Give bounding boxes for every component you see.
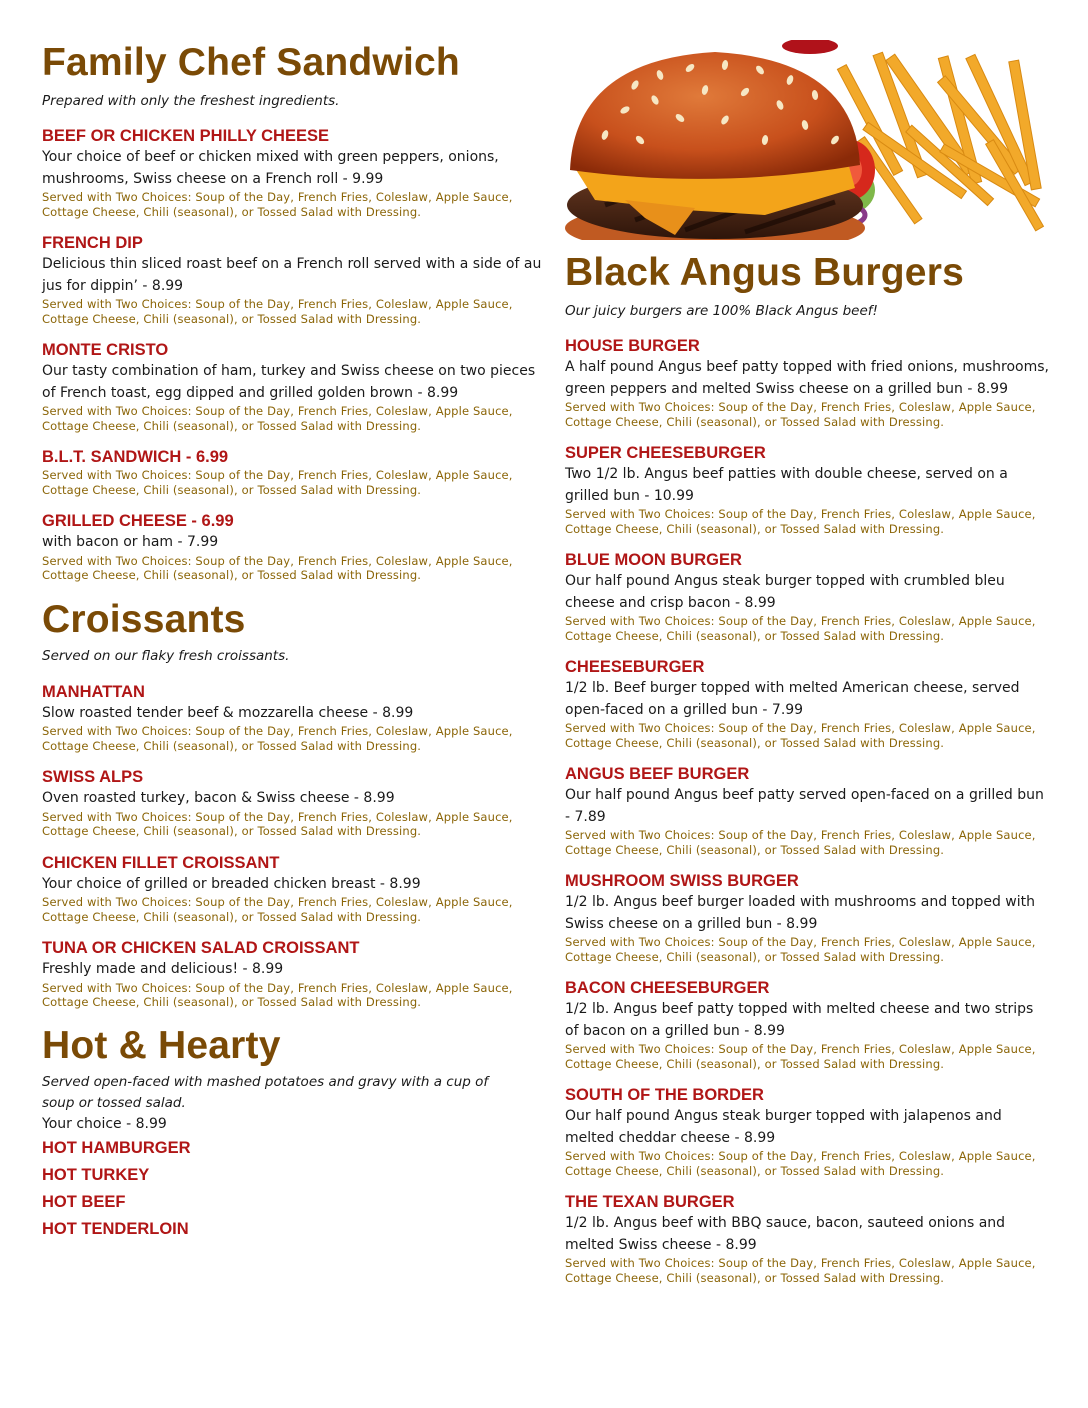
menu-item-sides: Served with Two Choices: Soup of the Day, French Fries, Coleslaw, Apple Sauce, Cottage Cheese, Chili (seasonal), or Tossed Salad with Dressing. — [565, 507, 1036, 536]
menu-item-sides: Served with Two Choices: Soup of the Day, French Fries, Coleslaw, Apple Sauce, Cottage Cheese, Chili (seasonal), or Tossed Salad with Dressing. — [565, 614, 1036, 643]
left-column — [42, 0, 542, 1243]
menu-item-description: Our half pound Angus steak burger topped with jalapenos and melted cheddar cheese - 8.99 — [565, 1108, 1002, 1146]
menu-item-description: Oven roasted turkey, bacon & Swiss cheese - 8.99 — [42, 790, 395, 806]
menu-item-name: SOUTH OF THE BORDER — [565, 1086, 764, 1104]
menu-item-description: Freshly made and delicious! - 8.99 — [42, 961, 284, 977]
menu-item-name: MANHATTAN — [42, 682, 145, 701]
menu-item-description: 1/2 lb. Beef burger topped with melted American cheese, served open-faced on a grilled bun - 7.99 — [565, 680, 1020, 718]
menu-item — [565, 977, 1050, 1071]
menu-item — [565, 335, 1050, 429]
family-chef-item-list — [42, 125, 542, 583]
menu-item-sides: Served with Two Choices: Soup of the Day, French Fries, Coleslaw, Apple Sauce, Cottage Cheese, Chili (seasonal), or Tossed Salad with Dressing. — [42, 468, 513, 497]
menu-item-sides: Served with Two Choices: Soup of the Day, French Fries, Coleslaw, Apple Sauce, Cottage Cheese, Chili (seasonal), or Tossed Salad with Dressing. — [42, 980, 513, 1009]
menu-item-sides: Served with Two Choices: Soup of the Day, French Fries, Coleslaw, Apple Sauce, Cottage Cheese, Chili (seasonal), or Tossed Salad with Dressing. — [565, 1042, 1036, 1071]
menu-item-description: 1/2 lb. Angus beef burger loaded with mushrooms and topped with Swiss cheese on a grilled bun - 8.99 — [565, 894, 1036, 932]
menu-item — [42, 937, 542, 1010]
menu-item-description: Your choice of beef or chicken mixed with green peppers, onions, mushrooms, Swiss cheese on a French roll - 9.99 — [42, 149, 499, 187]
menu-item-sides: Served with Two Choices: Soup of the Day, French Fries, Coleslaw, Apple Sauce, Cottage Cheese, Chili (seasonal), or Tossed Salad with Dressing. — [42, 297, 513, 326]
menu-item-sides: Served with Two Choices: Soup of the Day, French Fries, Coleslaw, Apple Sauce, Cottage Cheese, Chili (seasonal), or Tossed Salad with Dressing. — [42, 553, 513, 582]
menu-item — [42, 766, 542, 839]
menu-item-description: 1/2 lb. Angus beef with BBQ sauce, bacon, sauteed onions and melted Swiss cheese - 8.99 — [565, 1215, 1006, 1253]
menu-item-name: BEEF OR CHICKEN PHILLY CHEESE — [42, 127, 329, 145]
section-title-family-chef: Family Chef Sandwich — [42, 41, 460, 84]
hot-hearty-item: HOT BEEF — [42, 1193, 126, 1211]
menu-item — [42, 232, 542, 326]
section-title-black-angus: Black Angus Burgers — [565, 251, 964, 294]
menu-item — [42, 510, 542, 583]
menu-item-name: SUPER CHEESEBURGER — [565, 444, 766, 462]
section-subtitle-family-chef: Prepared with only the freshest ingredients. — [42, 93, 340, 109]
menu-item-description: Delicious thin sliced roast beef on a French roll served with a side of au jus for dippin’ - 8.99 — [42, 256, 542, 294]
menu-item-name: THE TEXAN BURGER — [565, 1193, 735, 1211]
menu-item — [565, 763, 1050, 857]
menu-item-description: 1/2 lb. Angus beef patty topped with melted cheese and two strips of bacon on a grilled bun - 8.99 — [565, 1001, 1034, 1039]
menu-item-sides: Served with Two Choices: Soup of the Day, French Fries, Coleslaw, Apple Sauce, Cottage Cheese, Chili (seasonal), or Tossed Salad with Dressing. — [565, 400, 1036, 429]
menu-item-name: BLUE MOON BURGER — [565, 551, 742, 569]
menu-item-description: Two 1/2 lb. Angus beef patties with double cheese, served on a grilled bun - 10.99 — [565, 466, 1008, 504]
menu-item-name: MUSHROOM SWISS BURGER — [565, 872, 799, 890]
menu-item-description: Our half pound Angus steak burger topped with crumbled bleu cheese and crisp bacon - 8.99 — [565, 573, 1005, 611]
menu-item — [565, 1084, 1050, 1178]
menu-item-description: Our tasty combination of ham, turkey and Swiss cheese on two pieces of French toast, egg dipped and grilled golden brown - 8.99 — [42, 363, 536, 401]
menu-item-name: BACON CHEESEBURGER — [565, 979, 770, 997]
menu-item — [42, 852, 542, 925]
menu-item-sides: Served with Two Choices: Soup of the Day, French Fries, Coleslaw, Apple Sauce, Cottage Cheese, Chili (seasonal), or Tossed Salad with Dressing. — [565, 828, 1036, 857]
hot-hearty-item: HOT TURKEY — [42, 1166, 150, 1184]
menu-item-sides: Served with Two Choices: Soup of the Day, French Fries, Coleslaw, Apple Sauce, Cottage Cheese, Chili (seasonal), or Tossed Salad with Dressing. — [565, 1149, 1036, 1178]
section-title-hot-hearty: Hot & Hearty — [42, 1023, 281, 1067]
hot-hearty-item: HOT HAMBURGER — [42, 1139, 191, 1157]
section-title-croissants: Croissants — [42, 597, 246, 641]
menu-item-sides: Served with Two Choices: Soup of the Day, French Fries, Coleslaw, Apple Sauce, Cottage Cheese, Chili (seasonal), or Tossed Salad with Dressing. — [42, 809, 513, 838]
menu-item-name: MONTE CRISTO — [42, 341, 169, 359]
menu-item — [565, 442, 1050, 536]
burgers-item-list — [565, 335, 1050, 1285]
menu-item-description: Your choice of grilled or breaded chicken breast - 8.99 — [42, 875, 421, 892]
menu-item — [565, 1191, 1050, 1285]
menu-item-sides: Served with Two Choices: Soup of the Day, French Fries, Coleslaw, Apple Sauce, Cottage Cheese, Chili (seasonal), or Tossed Salad with Dressing. — [565, 721, 1036, 750]
menu-item-sides: Served with Two Choices: Soup of the Day, French Fries, Coleslaw, Apple Sauce, Cottage Cheese, Chili (seasonal), or Tossed Salad with Dressing. — [42, 895, 513, 924]
section-subtitle-black-angus: Our juicy burgers are 100% Black Angus beef! — [565, 303, 878, 319]
hot-hearty-item: HOT TENDERLOIN — [42, 1220, 189, 1238]
menu-item-sides: Served with Two Choices: Soup of the Day, French Fries, Coleslaw, Apple Sauce, Cottage Cheese, Chili (seasonal), or Tossed Salad with Dressing. — [42, 190, 513, 219]
menu-item-name: FRENCH DIP — [42, 234, 143, 252]
menu-item — [565, 549, 1050, 643]
menu-item-name: TUNA OR CHICKEN SALAD CROISSANT — [42, 939, 360, 957]
menu-item-description: Our half pound Angus beef patty served open-faced on a grilled bun - 7.89 — [565, 787, 1044, 825]
menu-item-name: CHEESEBURGER — [565, 658, 705, 676]
hot-hearty-item-list — [42, 1135, 542, 1243]
right-column — [565, 0, 1050, 1298]
menu-item-sides: Served with Two Choices: Soup of the Day, French Fries, Coleslaw, Apple Sauce, Cottage Cheese, Chili (seasonal), or Tossed Salad with Dressing. — [565, 1256, 1036, 1285]
menu-item — [565, 656, 1050, 750]
menu-item-sides: Served with Two Choices: Soup of the Day, French Fries, Coleslaw, Apple Sauce, Cottage Cheese, Chili (seasonal), or Tossed Salad with Dressing. — [565, 935, 1036, 964]
menu-item-description: with bacon or ham - 7.99 — [42, 534, 219, 550]
menu-item-description: Slow roasted tender beef & mozzarella cheese - 8.99 — [42, 704, 414, 721]
croissants-item-list — [42, 681, 542, 1010]
hot-hearty-price: Your choice - 8.99 — [42, 1115, 167, 1132]
menu-item-description: A half pound Angus beef patty topped with fried onions, mushrooms, green peppers and melted Swiss cheese on a grilled bun - 8.99 — [565, 359, 1049, 397]
menu-item-name: SWISS ALPS — [42, 768, 144, 786]
menu-item — [565, 870, 1050, 964]
menu-item — [42, 681, 542, 754]
menu-item — [42, 339, 542, 433]
menu-item-name: GRILLED CHEESE - 6.99 — [42, 512, 234, 530]
menu-item-name: CHICKEN FILLET CROISSANT — [42, 853, 280, 872]
section-subtitle-hot-hearty: Served open-faced with mashed potatoes and gravy with a cup of soup or tossed salad. — [42, 1073, 489, 1111]
menu-item-name: B.L.T. SANDWICH - 6.99 — [42, 448, 229, 466]
section-subtitle-croissants: Served on our flaky fresh croissants. — [42, 647, 290, 664]
menu-item-sides: Served with Two Choices: Soup of the Day, French Fries, Coleslaw, Apple Sauce, Cottage Cheese, Chili (seasonal), or Tossed Salad with Dressing. — [42, 404, 513, 433]
menu-item — [42, 446, 542, 497]
menu-item-name: ANGUS BEEF BURGER — [565, 765, 750, 783]
menu-item — [42, 125, 542, 219]
menu-item-sides: Served with Two Choices: Soup of the Day, French Fries, Coleslaw, Apple Sauce, Cottage Cheese, Chili (seasonal), or Tossed Salad with Dressing. — [42, 724, 513, 753]
menu-item-name: HOUSE BURGER — [565, 337, 700, 355]
